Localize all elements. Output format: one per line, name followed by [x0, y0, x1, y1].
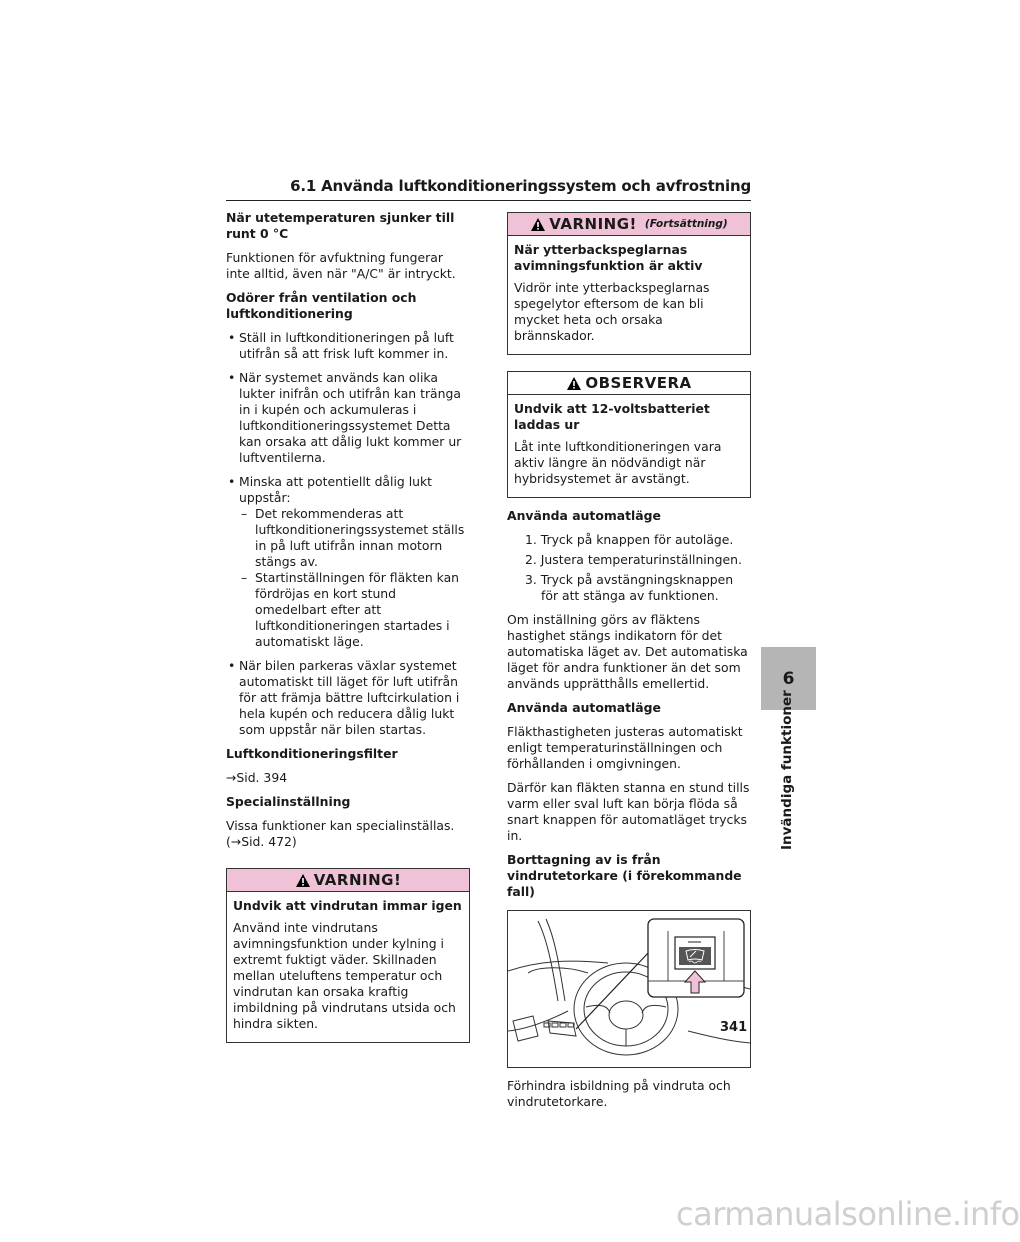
chapter-tab-label: Invändiga funktioner	[779, 690, 795, 850]
warning-continued-box	[507, 212, 751, 355]
notice-heading: Undvik att 12-voltsbatteriet laddas ur	[514, 401, 710, 432]
heading-low-temp: När utetemperaturen sjunker till runt 0 °C	[226, 210, 455, 241]
link-page-394[interactable]: →Sid. 394	[226, 770, 288, 785]
notice-icon	[566, 376, 582, 391]
bullet-item: • Ställ in luftkonditioneringen på luft utifrån så att frisk luft kommer in.	[226, 330, 470, 362]
warning-text: Vidrör inte ytterbackspeglarnas spegelytor eftersom de kan bli mycket heta och orsaka brännskador.	[514, 280, 710, 343]
dashboard-illustration	[507, 910, 751, 1068]
heading-wiper-deicer: Borttagning av is från vindrutetorkare (i förekommande fall)	[507, 852, 742, 899]
text-special: Vissa funktioner kan specialinställas. (→Sid. 472)	[226, 818, 455, 849]
text-fan-stop: Därför kan fläkten stanna en stund tills varm eller sval luft kan börja flöda så snart knappen för automatläget trycks in.	[507, 780, 750, 843]
notice-box-header	[508, 372, 750, 395]
sub-bullet-item: – Startinställningen för fläkten kan fördröjas en kort stund omedelbart efter att luftkonditioneringen startades i automatiskt läge.	[239, 570, 470, 650]
warning-icon	[295, 873, 311, 888]
step-item: 3. Tryck på avstängningsknappen för att stänga av funktionen.	[525, 572, 734, 603]
watermark: carmanualsonline.info	[676, 1195, 1020, 1233]
bullet-text: • Minska att potentiellt dålig lukt uppstår:	[239, 474, 433, 505]
text-fan-speed: Fläkthastigheten justeras automatiskt enligt temperaturinställningen och förhållanden i omgivningen.	[507, 724, 743, 771]
heading-odors: Odörer från ventilation och luftkonditionering	[226, 290, 417, 321]
step-item: 1. Tryck på knappen för autoläge.	[525, 532, 734, 547]
left-column	[226, 210, 470, 1053]
step-item: 2. Justera temperaturinställningen.	[525, 552, 742, 567]
sub-bullet-item: – Det rekommenderas att luftkonditioneringssystemet ställs in på luft utifrån innan motorn stängs av.	[239, 506, 470, 570]
right-column	[507, 212, 751, 1118]
text-low-temp: Funktionen för avfuktning fungerar inte alltid, även när "A/C" är intryckt.	[226, 250, 456, 281]
section-header	[226, 176, 751, 201]
section-title: 6.1 Använda luftkonditioneringssystem och avfrostning	[290, 177, 751, 195]
figure-caption: Förhindra isbildning på vindruta och vindrutetorkare.	[507, 1078, 731, 1109]
heading-special: Specialinställning	[226, 794, 351, 809]
warning-continued-body	[508, 236, 750, 354]
warning-continued-header	[508, 213, 750, 236]
dashboard-drawing	[508, 911, 750, 1067]
bullet-item: • När bilen parkeras växlar systemet automatiskt till läget för luft utifrån för att främja bättre luftcirkulation i hela kupén och reducera dålig lukt som uppstår när bilen startas.	[226, 658, 470, 738]
heading-filter: Luftkonditioneringsfilter	[226, 746, 398, 761]
continued-label: (Fortsättning)	[644, 218, 728, 230]
notice-title: OBSERVERA	[585, 374, 692, 392]
heading-auto-mode-2: Använda automatläge	[507, 700, 661, 715]
text-auto-mode: Om inställning görs av fläktens hastighet stängs indikatorn för det automatiska läget av. Det automatiska läget för andra funktioner än det som används upprätthålls emellertid.	[507, 612, 748, 691]
notice-box-body	[508, 395, 750, 497]
chapter-tab	[761, 690, 816, 860]
bullet-item: • När systemet används kan olika lukter inifrån och utifrån kan tränga in i kupén och ackumuleras i luftkonditioneringssystemet Detta kan orsaka att dålig lukt kommer ur luftventilerna.	[226, 370, 470, 466]
warning-box-header	[227, 869, 469, 892]
warning-title: VARNING!	[313, 871, 402, 889]
warning-icon	[530, 217, 546, 232]
warning-title: VARNING!	[549, 215, 637, 233]
notice-text: Låt inte luftkonditioneringen vara aktiv längre än nödvändigt när hybridsystemet är avstängt.	[514, 439, 722, 486]
warning-heading: När ytterbackspeglarnas avimningsfunktion är aktiv	[514, 242, 703, 273]
warning-heading: Undvik att vindrutan immar igen	[233, 898, 462, 913]
heading-auto-mode: Använda automatläge	[507, 508, 661, 523]
notice-box	[507, 371, 751, 498]
warning-box	[226, 868, 470, 1043]
warning-box-body	[227, 892, 469, 1042]
chapter-tab-number: 6	[761, 647, 816, 710]
bullet-item	[226, 474, 470, 650]
warning-text: Använd inte vindrutans avimningsfunktion under kylning i extremt fuktigt väder. Skillnaden mellan uteluftens temperatur och vindrutan kan orsaka kraftig imbildning på vindrutans utsida och hindra sikten.	[233, 920, 456, 1031]
page-number: 341	[720, 1020, 748, 1035]
